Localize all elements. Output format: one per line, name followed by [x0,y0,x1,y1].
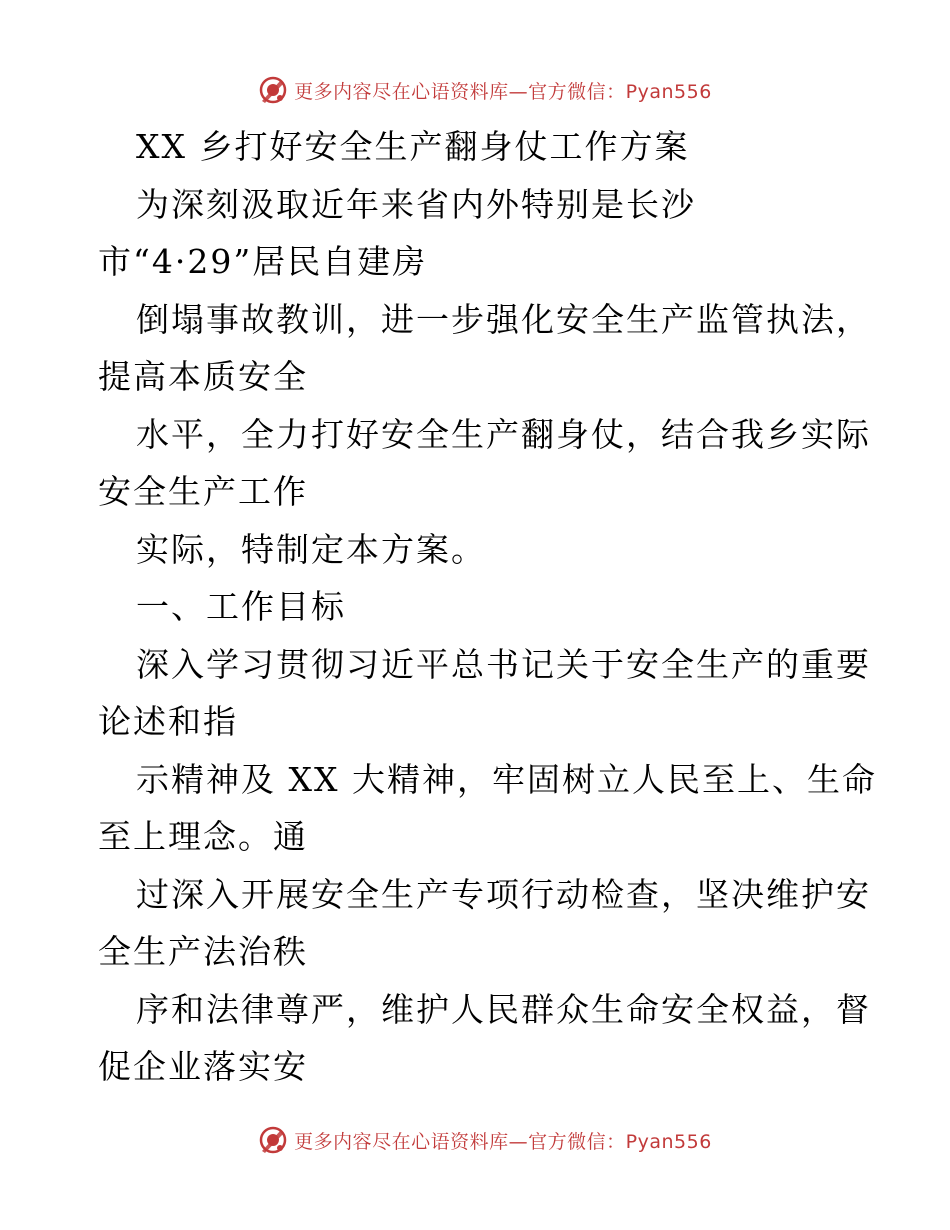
paragraph-line: 倒塌事故教训，进一步强化安全生产监管执法， [136,299,871,339]
paragraph-line: 促企业落实安 [98,1047,308,1086]
section-heading: 一、工作目标 [136,587,346,626]
paragraph-line: 论述和指 [98,702,238,741]
paragraph-line: 示精神及 XX 大精神，牢固树立人民至上、生命 [136,759,877,799]
paragraph-line: 实际，特制定本方案。 [136,529,486,569]
paragraph-line: 水平，全力打好安全生产翻身仗，结合我乡实际 [136,414,871,454]
paragraph-line: 全生产法治秩 [98,932,308,971]
pen-logo-icon [258,1125,288,1155]
document-title: XX 乡打好安全生产翻身仗工作方案 [136,127,690,166]
paragraph-line: 为深刻汲取近年来省内外特别是长沙 [136,184,696,224]
banner-text: 更多内容尽在心语资料库—官方微信：Pyan556 [294,1130,712,1153]
banner-text: 更多内容尽在心语资料库—官方微信：Pyan556 [294,80,712,103]
paragraph-line: 序和法律尊严，维护人民群众生命安全权益，督 [136,989,871,1029]
paragraph-line: 至上理念。通 [98,817,308,856]
paragraph-line: 市“4·29”居民自建房 [98,242,428,281]
pen-logo-icon [258,75,288,105]
header-banner [0,70,950,110]
footer-banner [0,1120,950,1160]
paragraph-line: 提高本质安全 [98,357,308,396]
document-body [98,118,877,1096]
paragraph-line: 过深入开展安全生产专项行动检查，坚决维护安 [136,874,871,914]
paragraph-line: 深入学习贯彻习近平总书记关于安全生产的重要 [136,644,871,684]
paragraph-line: 安全生产工作 [98,472,308,511]
